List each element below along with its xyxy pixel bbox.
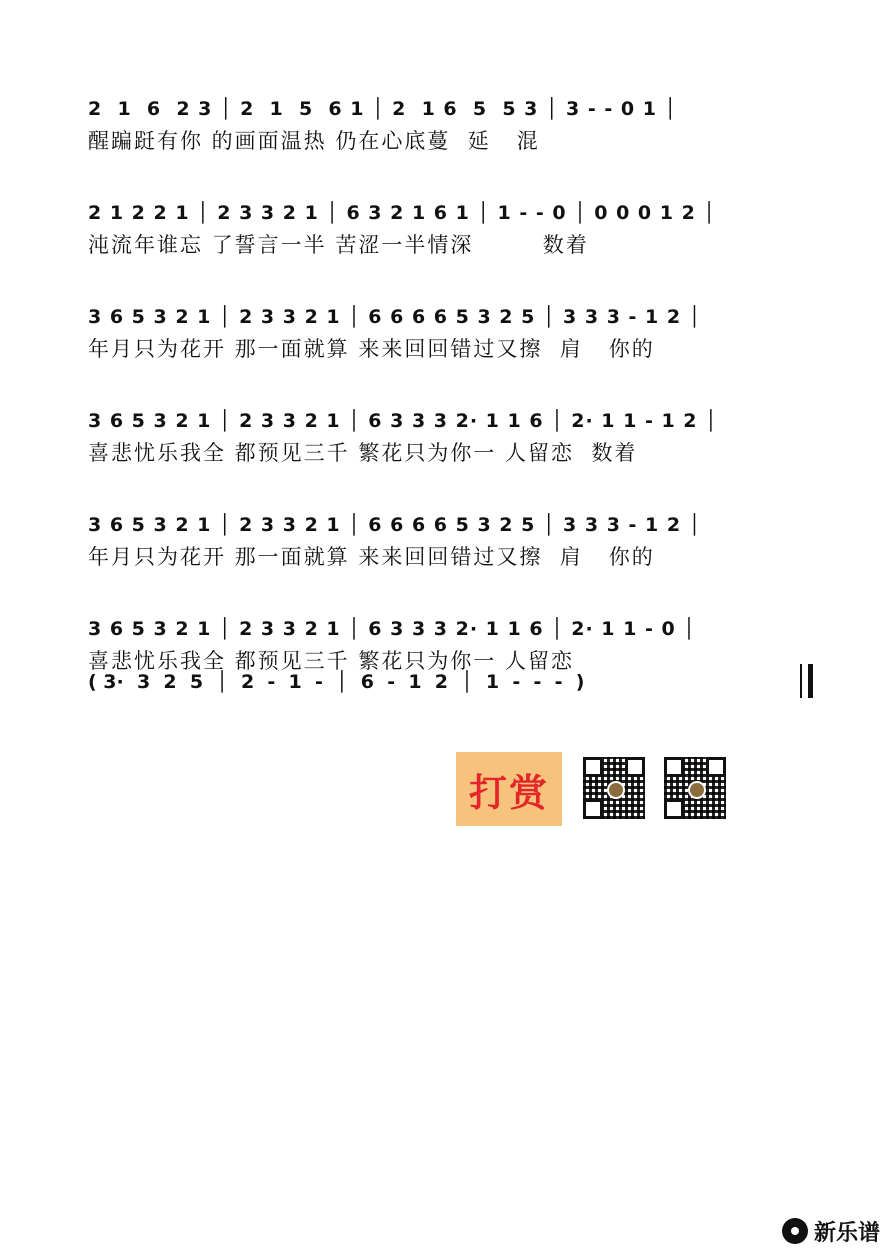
score-line [88, 82, 810, 186]
score-line [88, 498, 810, 602]
brand-name: 新乐谱 [813, 1220, 880, 1246]
coda-notation-line: ( 3· 3 2 5 │ 2 - 1 - │ 6 - 1 2 │ 1 - - - ) [88, 671, 585, 693]
vinyl-record-icon [782, 1218, 808, 1244]
lyrics-line: 喜悲忧乐我全 都预见三千 繁花只为你一 人留恋 数着 [88, 441, 638, 465]
qr-code-icon [664, 757, 726, 819]
notation-line: 2 1 2 2 1 │ 2 3 3 2 1 │ 6 3 2 1 6 1 │ 1 - - 0 │ 0 0 0 1 2 │ [88, 202, 716, 224]
notation-line: 3 6 5 3 2 1 │ 2 3 3 2 1 │ 6 3 3 3 2· 1 1 6 │ 2· 1 1 - 1 2 │ [88, 410, 718, 432]
notation-line: 3 6 5 3 2 1 │ 2 3 3 2 1 │ 6 6 6 6 5 3 2 5 │ 3 3 3 - 1 2 │ [88, 514, 702, 536]
final-barline [800, 664, 813, 698]
lyrics-line: 年月只为花开 那一面就算 来来回回错过又擦 肩 你的 [88, 337, 655, 361]
lyrics-line: 喜悲忧乐我全 都预见三千 繁花只为你一 人留恋 [88, 649, 575, 673]
score-line [88, 394, 810, 498]
score-line [88, 186, 810, 290]
brand-watermark [782, 1216, 880, 1246]
notation-line: 2 1 6 2 3 │ 2 1 5 6 1 │ 2 1 6 5 5 3 │ 3 - - 0 1 │ [88, 98, 677, 120]
lyrics-line: 醒蹁跹有你 的画面温热 仍在心底蔓 延 混 [88, 129, 540, 153]
notation-line: 3 6 5 3 2 1 │ 2 3 3 2 1 │ 6 3 3 3 2· 1 1 6 │ 2· 1 1 - 0 │ [88, 618, 696, 640]
lyrics-line: 沌流年谁忘 了誓言一半 苦涩一半情深 数着 [88, 233, 589, 257]
reward-button[interactable]: 打赏 [456, 752, 562, 826]
lyrics-line: 年月只为花开 那一面就算 来来回回错过又擦 肩 你的 [88, 545, 655, 569]
notation-line: 3 6 5 3 2 1 │ 2 3 3 2 1 │ 6 6 6 6 5 3 2 5 │ 3 3 3 - 1 2 │ [88, 306, 702, 328]
score-body [88, 82, 810, 706]
score-line [88, 290, 810, 394]
qr-code-icon [583, 757, 645, 819]
